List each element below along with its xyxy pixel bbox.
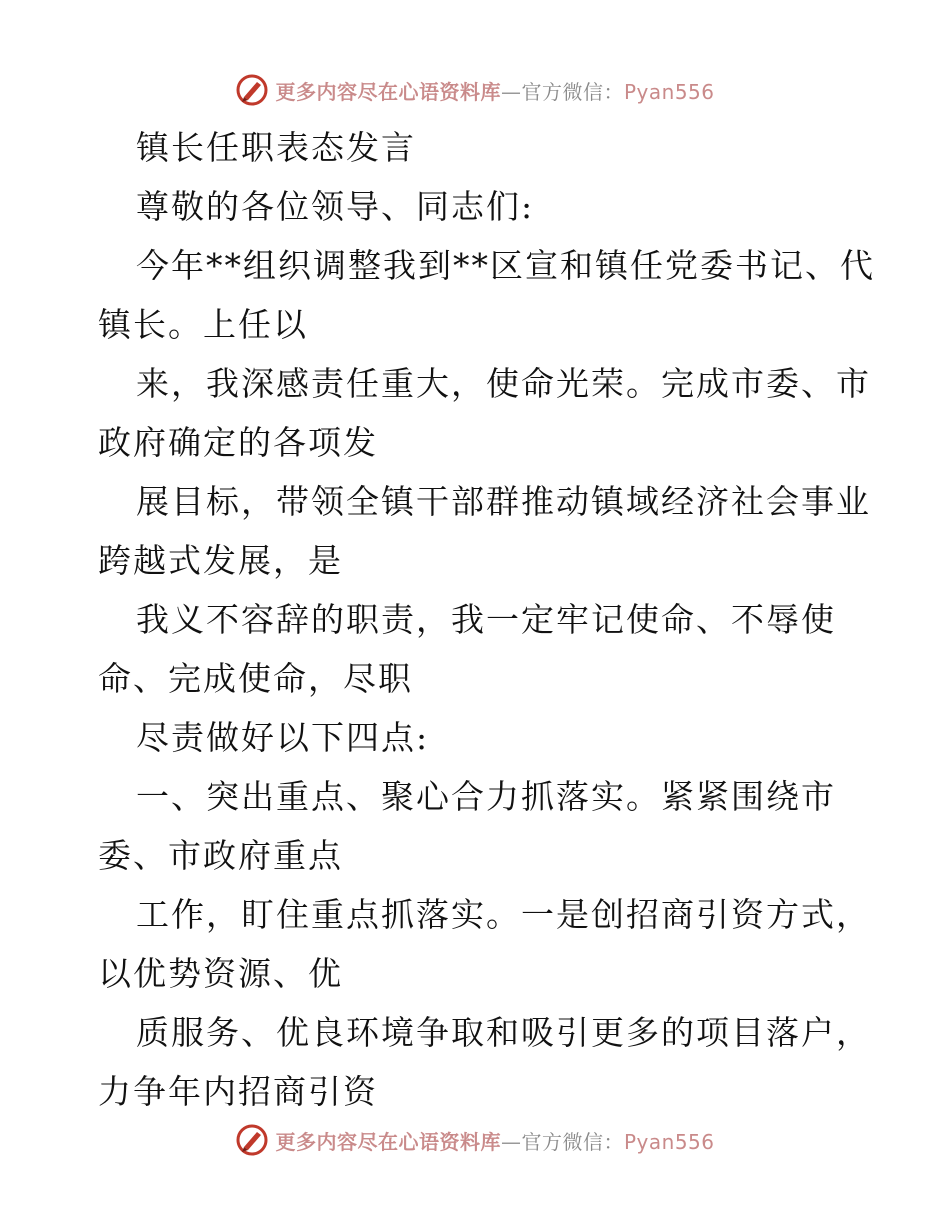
footer-banner-text xyxy=(275,1126,714,1155)
document-line: 跨越式发展，是 xyxy=(98,541,343,580)
document-line: 以优势资源、优 xyxy=(98,954,343,993)
header-banner xyxy=(0,70,950,110)
document-line: 工作，盯住重点抓落实。一是创招商引资方式， xyxy=(136,895,871,934)
document-line: 镇长任职表态发言 xyxy=(136,128,416,167)
header-wechat-label: 官方微信： xyxy=(521,79,624,104)
document-line: 尽责做好以下四点: xyxy=(136,718,430,757)
document-line: 展目标，带领全镇干部群推动镇域经济社会事业 xyxy=(136,482,871,521)
header-wechat-id: Pyan556 xyxy=(623,79,715,104)
document-line: 委、市政府重点 xyxy=(98,836,343,875)
document-line: 我义不容辞的职责，我一定牢记使命、不辱使 xyxy=(136,600,836,639)
pen-logo-icon xyxy=(235,73,269,107)
document-line: 政府确定的各项发 xyxy=(98,423,378,462)
document-line: 命、完成使命，尽职 xyxy=(98,659,413,698)
pen-logo-icon xyxy=(235,1123,269,1157)
header-banner-text xyxy=(275,76,714,105)
document-line: 一、突出重点、聚心合力抓落实。紧紧围绕市 xyxy=(136,777,836,816)
footer-wechat-id: Pyan556 xyxy=(623,1129,715,1154)
footer-slogan: 更多内容尽在心语资料库 xyxy=(275,1129,501,1154)
header-slogan: 更多内容尽在心语资料库 xyxy=(275,79,501,104)
document-line: 尊敬的各位领导、同志们: xyxy=(136,187,535,226)
document-line: 镇长。上任以 xyxy=(98,305,308,344)
footer-wechat-label: 官方微信： xyxy=(521,1129,624,1154)
document-line: 力争年内招商引资 xyxy=(98,1072,378,1111)
document-line: 今年**组织调整我到**区宣和镇任党委书记、代 xyxy=(136,246,875,285)
footer-banner xyxy=(0,1120,950,1160)
document-body xyxy=(98,118,875,1121)
document-line: 质服务、优良环境争取和吸引更多的项目落户， xyxy=(136,1013,871,1052)
footer-dash: — xyxy=(500,1129,522,1154)
document-line: 来，我深感责任重大，使命光荣。完成市委、市 xyxy=(136,364,871,403)
header-dash: — xyxy=(500,79,522,104)
